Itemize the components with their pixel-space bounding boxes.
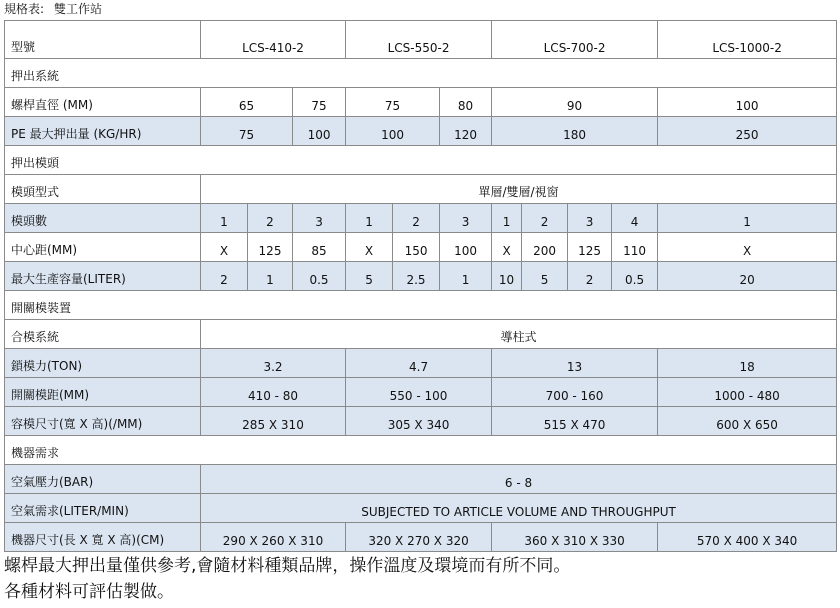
section-row <box>5 291 837 320</box>
cell-value: 1 <box>346 204 393 233</box>
cell-value: 100 <box>440 233 492 262</box>
cell-value: 4 <box>612 204 658 233</box>
row-label: 空氣壓力(BAR) <box>5 465 201 494</box>
row-label: 鎖模力(TON) <box>5 349 201 378</box>
row-label: 螺桿直徑 (MM) <box>5 88 201 117</box>
table-row <box>5 523 837 552</box>
caption-label: 規格表: <box>4 2 45 16</box>
table-row <box>5 349 837 378</box>
row-label: 最大生產容量(LITER) <box>5 262 201 291</box>
cell-value: 5 <box>346 262 393 291</box>
cell-value: 550 - 100 <box>346 378 492 407</box>
cell-value: 410 - 80 <box>201 378 346 407</box>
cell-value: 290 X 260 X 310 <box>201 523 346 552</box>
row-label: 容模尺寸(寬 X 高)(/MM) <box>5 407 201 436</box>
model-name: LCS-1000-2 <box>658 21 837 59</box>
cell-value: X <box>492 233 522 262</box>
cell-value: 200 <box>522 233 568 262</box>
cell-value: 2 <box>201 262 248 291</box>
cell-value: 4.7 <box>346 349 492 378</box>
cell-value: 1 <box>248 262 293 291</box>
model-name: LCS-550-2 <box>346 21 492 59</box>
table-row <box>5 117 837 146</box>
section-die-head: 押出模頭 <box>5 146 837 175</box>
cell-value: 1 <box>658 204 837 233</box>
section-machine: 機器需求 <box>5 436 837 465</box>
cell-value: 100 <box>346 117 440 146</box>
cell-value: 125 <box>568 233 612 262</box>
table-row <box>5 494 837 523</box>
model-name: LCS-410-2 <box>201 21 346 59</box>
cell-value: 3.2 <box>201 349 346 378</box>
cell-value: 600 X 650 <box>658 407 837 436</box>
row-label: 模頭數 <box>5 204 201 233</box>
cell-value: 10 <box>492 262 522 291</box>
cell-value: 110 <box>612 233 658 262</box>
cell-value: 90 <box>492 88 658 117</box>
row-label: 模頭型式 <box>5 175 201 204</box>
footnotes <box>4 553 570 605</box>
cell-value: 75 <box>293 88 346 117</box>
header-label: 型號 <box>5 21 201 59</box>
cell-value: 1000 - 480 <box>658 378 837 407</box>
cell-value: 1 <box>201 204 248 233</box>
row-label: 機器尺寸(長 X 寬 X 高)(CM) <box>5 523 201 552</box>
cell-value: X <box>346 233 393 262</box>
table-row <box>5 465 837 494</box>
row-label: 中心距(MM) <box>5 233 201 262</box>
cell-value: 2 <box>248 204 293 233</box>
table-row <box>5 204 837 233</box>
cell-value: 320 X 270 X 320 <box>346 523 492 552</box>
cell-value: 導柱式 <box>201 320 837 349</box>
spec-table <box>4 20 837 552</box>
cell-value: 120 <box>440 117 492 146</box>
table-row <box>5 407 837 436</box>
table-row <box>5 378 837 407</box>
cell-value: 285 X 310 <box>201 407 346 436</box>
cell-value: 單層/雙層/視窗 <box>201 175 837 204</box>
table-row <box>5 88 837 117</box>
cell-value: 6 - 8 <box>201 465 837 494</box>
section-clamping: 開關模裝置 <box>5 291 837 320</box>
cell-value: X <box>201 233 248 262</box>
cell-value: 570 X 400 X 340 <box>658 523 837 552</box>
cell-value: 1 <box>492 204 522 233</box>
cell-value: 250 <box>658 117 837 146</box>
footnote-line: 各種材料可評估製做。 <box>4 582 174 602</box>
section-row <box>5 59 837 88</box>
cell-value: 20 <box>658 262 837 291</box>
row-label: 空氣需求(LITER/MIN) <box>5 494 201 523</box>
cell-value: 85 <box>293 233 346 262</box>
cell-value: 700 - 160 <box>492 378 658 407</box>
cell-value: 360 X 310 X 330 <box>492 523 658 552</box>
cell-value: 5 <box>522 262 568 291</box>
section-row <box>5 436 837 465</box>
cell-value: 13 <box>492 349 658 378</box>
table-row <box>5 320 837 349</box>
cell-value: 75 <box>346 88 440 117</box>
cell-value: 305 X 340 <box>346 407 492 436</box>
cell-value: 3 <box>568 204 612 233</box>
cell-value: 2.5 <box>393 262 440 291</box>
cell-value: 80 <box>440 88 492 117</box>
spec-caption <box>4 1 102 17</box>
cell-value: 3 <box>440 204 492 233</box>
cell-value: 2 <box>568 262 612 291</box>
section-extrusion: 押出系統 <box>5 59 837 88</box>
cell-value: 100 <box>658 88 837 117</box>
row-label: PE 最大押出量 (KG/HR) <box>5 117 201 146</box>
row-label: 開關模距(MM) <box>5 378 201 407</box>
cell-value: 65 <box>201 88 293 117</box>
footnote-line: 螺桿最大押出量僅供參考,會隨材料種類品牌，操作溫度及環境而有所不同。 <box>4 556 571 576</box>
row-label: 合模系統 <box>5 320 201 349</box>
cell-value: 2 <box>393 204 440 233</box>
cell-value: 3 <box>293 204 346 233</box>
cell-value: 2 <box>522 204 568 233</box>
cell-value: 100 <box>293 117 346 146</box>
cell-value: 18 <box>658 349 837 378</box>
header-row <box>5 21 837 59</box>
model-name: LCS-700-2 <box>492 21 658 59</box>
cell-value: 125 <box>248 233 293 262</box>
cell-value: X <box>658 233 837 262</box>
cell-value: 0.5 <box>293 262 346 291</box>
cell-value: SUBJECTED TO ARTICLE VOLUME AND THROUGHPUT <box>201 494 837 523</box>
table-row <box>5 233 837 262</box>
cell-value: 150 <box>393 233 440 262</box>
cell-value: 180 <box>492 117 658 146</box>
cell-value: 1 <box>440 262 492 291</box>
table-row <box>5 175 837 204</box>
cell-value: 0.5 <box>612 262 658 291</box>
caption-title: 雙工作站 <box>54 2 103 16</box>
cell-value: 515 X 470 <box>492 407 658 436</box>
table-row <box>5 262 837 291</box>
section-row <box>5 146 837 175</box>
cell-value: 75 <box>201 117 293 146</box>
